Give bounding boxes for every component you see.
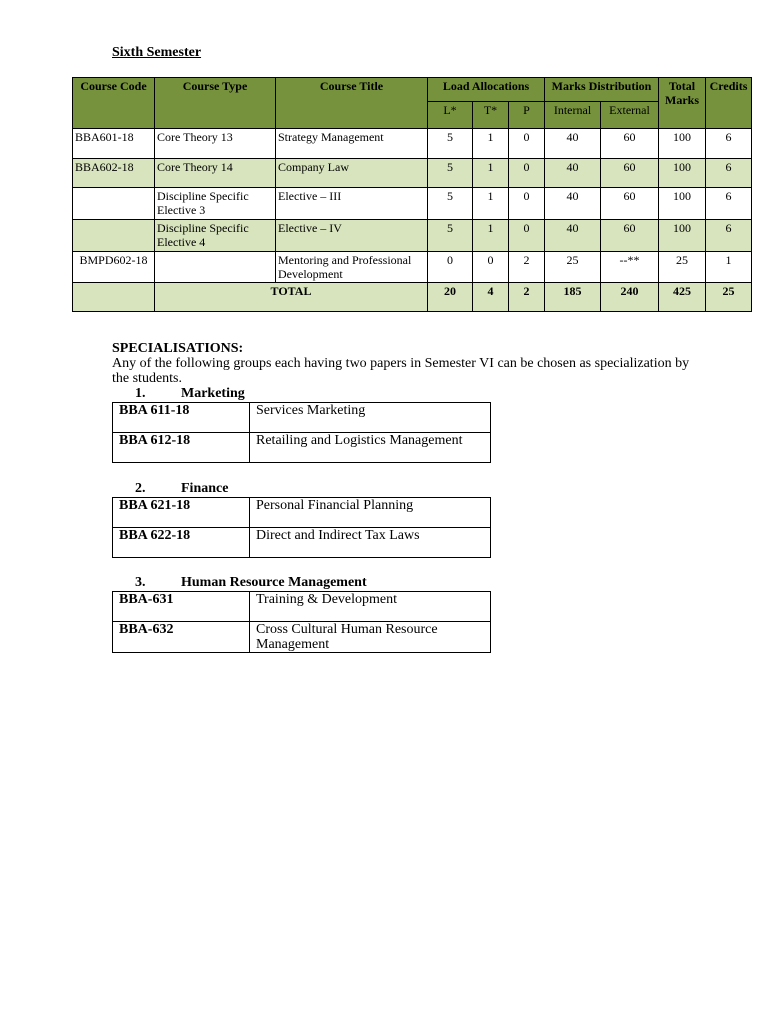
- group-name: Human Resource Management: [181, 575, 367, 590]
- cell-total: 25: [659, 252, 706, 283]
- paper-code: BBA-632: [113, 622, 250, 653]
- cell-t: 1: [473, 159, 509, 188]
- cell-external: --**: [601, 252, 659, 283]
- table-row: [113, 498, 491, 528]
- table-row: [113, 528, 491, 558]
- specialisations-title: SPECIALISATIONS:: [112, 341, 244, 356]
- cell-type: Discipline Specific Elective 4: [155, 220, 276, 252]
- paper-title: Cross Cultural Human Resource Management: [250, 622, 491, 653]
- cell-credits: 6: [706, 220, 752, 252]
- header-total-marks: Total Marks: [659, 78, 706, 129]
- paper-code: BBA 612-18: [113, 433, 250, 463]
- cell-external: 60: [601, 159, 659, 188]
- total-row: [73, 283, 752, 312]
- table-row: [113, 592, 491, 622]
- group-number: 1.: [135, 386, 146, 401]
- paper-code: BBA 622-18: [113, 528, 250, 558]
- cell-type: [155, 252, 276, 283]
- cell-l: 5: [428, 188, 473, 220]
- cell-title: Elective – IV: [276, 220, 428, 252]
- cell-internal: 40: [545, 220, 601, 252]
- cell-l: 0: [428, 252, 473, 283]
- paper-title: Training & Development: [250, 592, 491, 622]
- cell-title: Elective – III: [276, 188, 428, 220]
- total-marks: 425: [659, 283, 706, 312]
- cell-title: Company Law: [276, 159, 428, 188]
- header-t: T*: [473, 102, 509, 129]
- table-row: [73, 129, 752, 159]
- course-table: [72, 77, 752, 312]
- table-row: [73, 252, 752, 283]
- total-label: TOTAL: [155, 283, 428, 312]
- cell-internal: 40: [545, 129, 601, 159]
- specialisation-table: [112, 402, 491, 463]
- total-internal: 185: [545, 283, 601, 312]
- cell-p: 0: [509, 159, 545, 188]
- cell-code: [73, 188, 155, 220]
- total-t: 4: [473, 283, 509, 312]
- group-name: Marketing: [181, 386, 245, 401]
- cell-credits: 6: [706, 159, 752, 188]
- cell-external: 60: [601, 129, 659, 159]
- cell-total: 100: [659, 188, 706, 220]
- cell-p: 2: [509, 252, 545, 283]
- cell-external: 60: [601, 220, 659, 252]
- cell-total: 100: [659, 220, 706, 252]
- group-number: 2.: [135, 481, 146, 496]
- cell-internal: 40: [545, 159, 601, 188]
- table-row: [113, 622, 491, 653]
- group-name: Finance: [181, 481, 229, 496]
- cell-external: 60: [601, 188, 659, 220]
- cell-internal: 25: [545, 252, 601, 283]
- header-credits: Credits: [706, 78, 752, 129]
- cell-t: 0: [473, 252, 509, 283]
- cell-code: BBA602-18: [73, 159, 155, 188]
- paper-title: Direct and Indirect Tax Laws: [250, 528, 491, 558]
- cell-internal: 40: [545, 188, 601, 220]
- cell-total: 100: [659, 159, 706, 188]
- cell-type: Discipline Specific Elective 3: [155, 188, 276, 220]
- cell-p: 0: [509, 129, 545, 159]
- specialisation-table: [112, 497, 491, 558]
- cell-type: Core Theory 13: [155, 129, 276, 159]
- cell-blank: [73, 283, 155, 312]
- cell-total: 100: [659, 129, 706, 159]
- table-row: [73, 188, 752, 220]
- cell-credits: 1: [706, 252, 752, 283]
- cell-p: 0: [509, 188, 545, 220]
- total-p: 2: [509, 283, 545, 312]
- header-course-type: Course Type: [155, 78, 276, 129]
- cell-code: BMPD602-18: [73, 252, 155, 283]
- cell-t: 1: [473, 220, 509, 252]
- cell-title: Strategy Management: [276, 129, 428, 159]
- semester-title: Sixth Semester: [112, 45, 202, 60]
- cell-title: Mentoring and Professional Development: [276, 252, 428, 283]
- cell-code: [73, 220, 155, 252]
- header-marks-distribution: Marks Distribution: [545, 78, 659, 102]
- specialisations-description: Any of the following groups each having two papers in Semester VI can be chosen as specialization by the students.: [112, 356, 690, 386]
- cell-l: 5: [428, 129, 473, 159]
- total-l: 20: [428, 283, 473, 312]
- paper-title: Personal Financial Planning: [250, 498, 491, 528]
- total-credits: 25: [706, 283, 752, 312]
- cell-credits: 6: [706, 188, 752, 220]
- cell-t: 1: [473, 129, 509, 159]
- header-internal: Internal: [545, 102, 601, 129]
- table-row: [113, 433, 491, 463]
- paper-code: BBA 611-18: [113, 403, 250, 433]
- specialisation-table: [112, 591, 491, 653]
- paper-code: BBA 621-18: [113, 498, 250, 528]
- paper-code: BBA-631: [113, 592, 250, 622]
- paper-title: Retailing and Logistics Management: [250, 433, 491, 463]
- table-row: [73, 220, 752, 252]
- header-course-code: Course Code: [73, 78, 155, 129]
- cell-t: 1: [473, 188, 509, 220]
- table-row: [73, 159, 752, 188]
- header-external: External: [601, 102, 659, 129]
- cell-code: BBA601-18: [73, 129, 155, 159]
- cell-l: 5: [428, 220, 473, 252]
- header-l: L*: [428, 102, 473, 129]
- cell-type: Core Theory 14: [155, 159, 276, 188]
- header-load-allocations: Load Allocations: [428, 78, 545, 102]
- cell-credits: 6: [706, 129, 752, 159]
- paper-title: Services Marketing: [250, 403, 491, 433]
- cell-l: 5: [428, 159, 473, 188]
- group-number: 3.: [135, 575, 146, 590]
- header-p: P: [509, 102, 545, 129]
- cell-p: 0: [509, 220, 545, 252]
- total-external: 240: [601, 283, 659, 312]
- header-course-title: Course Title: [276, 78, 428, 129]
- table-row: [113, 403, 491, 433]
